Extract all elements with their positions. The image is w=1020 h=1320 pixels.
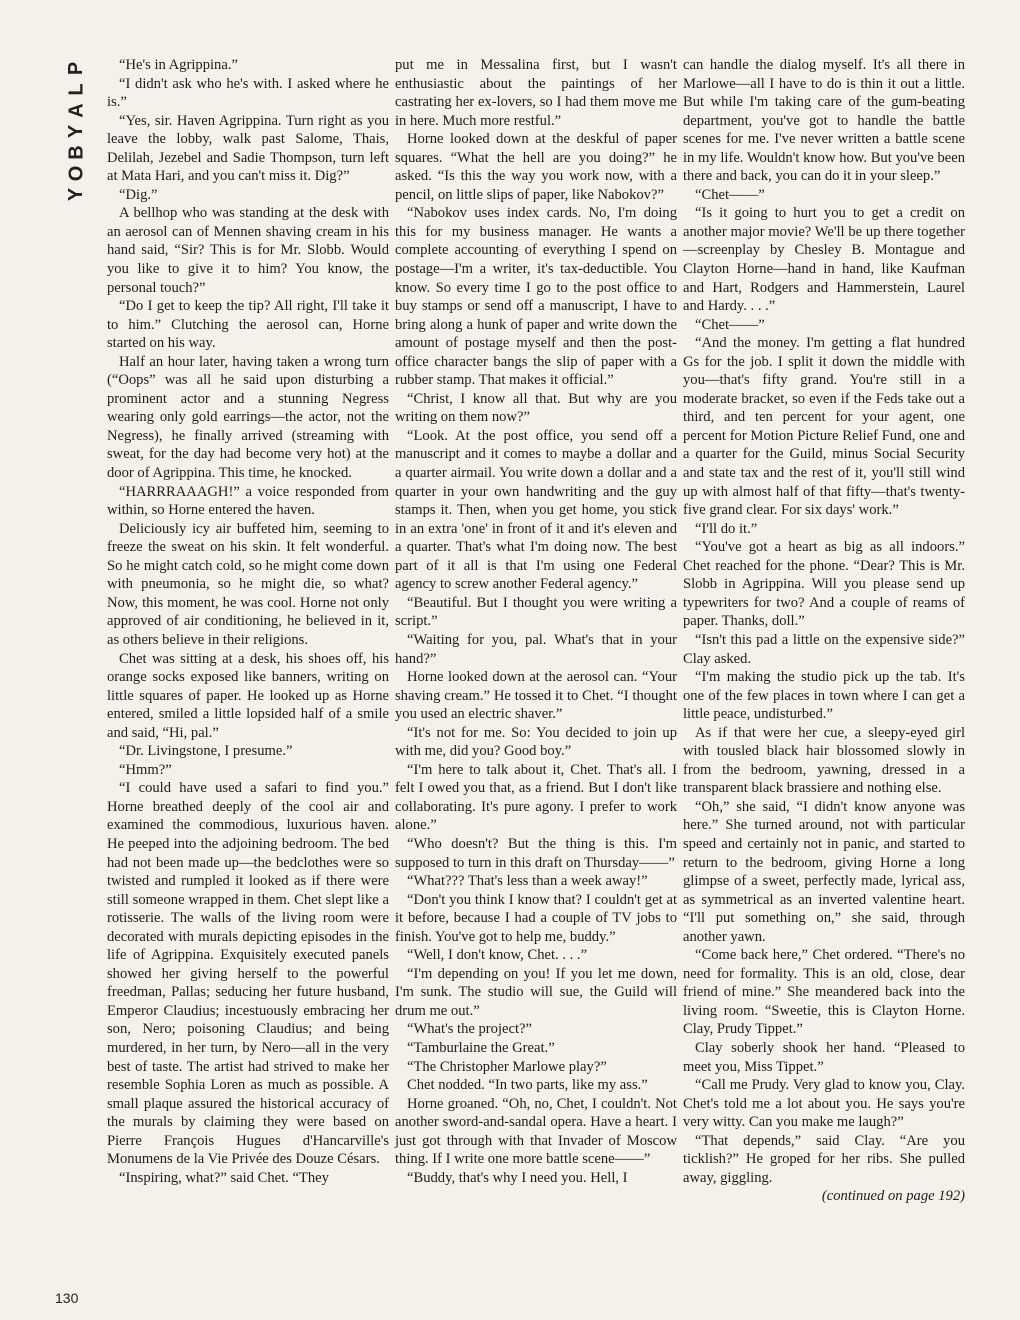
paragraph: can handle the dialog myself. It's all there in Marlowe—all I have to do is thin it out a little. But while I'm taking care of the gum-beating department, you've got to handle the battle scenes for me. I've never written a battle scene in my life. Wouldn't know how. But you've been there and back, you can do it in your sleep.” <box>683 57 965 185</box>
continued-note: (continued on page 192) <box>821 1188 965 1205</box>
paragraph: “And the money. I'm getting a flat hundred Gs for the job. I split it down the middle with you—that's fifty grand. You're still in a moderate bracket, so even if the Feds take out a third, and ten percent for your agent, one percent for Motion Picture Relief Fund, one and a quarter for the Guild, minus Social Security and state tax and the rest of it, you'll still wind up with almost half of that fifty—that's twenty-five grand clear. For six days' work.” <box>683 335 965 519</box>
paragraph: “I'm making the studio pick up the tab. It's one of the few places in town where I can get a little peace, undisturbed.” <box>683 669 965 723</box>
paragraph: Deliciously icy air buffeted him, seeming to freeze the sweat on his skin. It felt wonderful. So he might catch cold, so he might come down with pneumonia, so he might die, so what? Now, this moment, he was cool. Horne not only approved of air conditioning, he believed in it, as others believe in their religions. <box>107 520 389 648</box>
paragraph: “Christ, I know all that. But why are you writing on them now?” <box>395 390 677 426</box>
paragraph: “Do I get to keep the tip? All right, I'll take it to him.” Clutching the aerosol can, Horne started on his way. <box>107 298 389 352</box>
paragraph: Clay soberly shook her hand. “Pleased to meet you, Miss Tippet.” <box>683 1039 965 1075</box>
paragraph: “Dig.” <box>119 186 158 203</box>
magazine-name-letter: B <box>65 145 88 160</box>
paragraph: “Nabokov uses index cards. No, I'm doing this for my business manager. He wants a complete accounting of everything I spend on postage—I'm a writer, it's tax-deductible. You know. So every time I go to the post office to buy stamps or send off a manuscript, I have to bring along a hunk of paper and write down the amount of postage myself and then the post-office character bangs the slip of paper with a rubber stamp. That makes it official.” <box>395 205 677 389</box>
paragraph: “I'll do it.” <box>695 520 758 537</box>
paragraph: “Is it going to hurt you to get a credit on another major movie? We'll be up there together—screenplay by Chesley B. Montague and Clayton Horne—hand in hand, like Kaufman and Hart, Rodgers and Hammerstein, Laurel and Hardy. . . .” <box>683 205 965 315</box>
paragraph: put me in Messalina first, but I wasn't enthusiastic about the paintings of her castrating her ex-lovers, so I had them move me in here. Much more restful.” <box>395 57 677 129</box>
paragraph: “Come back here,” Chet ordered. “There's no need for formality. This is an old, close, dear friend of mine.” She meandered back into the living room. “Sweetie, this is Clayton Horne. Clay, Prudy Tippet.” <box>683 947 965 1038</box>
page-number: 130 <box>55 1290 79 1306</box>
paragraph: “I'm depending on you! If you let me down, I'm sunk. The studio will sue, the Guild will drum me out.” <box>395 965 677 1019</box>
text-column-3 <box>683 56 965 1206</box>
paragraph: “Yes, sir. Haven Agrippina. Turn right as you leave the lobby, walk past Salome, Thais, Delilah, Jezebel and Sadie Thompson, turn left at Mata Hari, and you can't miss it. Dig?” <box>107 112 389 185</box>
paragraph: “He's in Agrippina.” <box>119 57 238 73</box>
paragraph: “The Christopher Marlowe play?” <box>407 1058 607 1075</box>
paragraph: “You've got a heart as big as all indoors.” Chet reached for the phone. “Dear? This is Mr. Slobb in Agrippina. Will you please send up typewriters for two? And a couple of reams of paper. Thanks, doll.” <box>683 539 965 630</box>
paragraph: Chet was sitting at a desk, his shoes off, his orange socks exposed like banners, writing on little squares of paper. He looked up as Horne entered, smiled a little lopsided half of a smile and said, “Hi, pal.” <box>107 650 389 741</box>
paragraph: “It's not for me. So: You decided to join up with me, did you? Good boy.” <box>395 724 677 760</box>
paragraph: A bellhop who was standing at the desk with an aerosol can of Mennen shaving cream in his hand said, “Sir? This is for Mr. Slobb. Would you like to give it to him? You know, the personal touch?” <box>107 205 389 296</box>
paragraph: “Don't you think I know that? I couldn't get at it before, because I had a couple of TV jobs to finish. You've got to help me, buddy.” <box>395 891 677 945</box>
text-column-2 <box>395 56 677 1187</box>
paragraph: “Tamburlaine the Great.” <box>407 1039 555 1056</box>
paragraph: “That depends,” said Clay. “Are you ticklish?” He groped for her ribs. She pulled away, giggling. <box>683 1132 965 1186</box>
paragraph: “Oh,” she said, “I didn't know anyone was here.” She turned around, not with particular speed and certainly not in panic, and started to return to the bedroom, giving Horne a long glimpse of a sweet, perfectly made, lyrical ass, as symmetrical as an inverted valentine heart. “I'll put something on,” she said, through another yawn. <box>683 798 965 945</box>
paragraph: “Call me Prudy. Very glad to know you, Clay. Chet's told me a lot about you. He says you're very witty. Can you make me laugh?” <box>683 1077 965 1131</box>
paragraph: “Hmm?” <box>119 761 172 778</box>
paragraph: “Waiting for you, pal. What's that in your hand?” <box>395 631 677 667</box>
paragraph: “Chet——” <box>695 316 765 333</box>
paragraph: Horne looked down at the aerosol can. “Your shaving cream.” He tossed it to Chet. “I thought you used an electric shaver.” <box>395 669 677 723</box>
magazine-name-letter: L <box>65 83 88 96</box>
paragraph: “Who doesn't? But the thing is this. I'm supposed to turn in this draft on Thursday——” <box>395 835 677 871</box>
paragraph: “What??? That's less than a week away!” <box>407 873 648 890</box>
paragraph: “Chet——” <box>695 186 765 203</box>
text-column-1 <box>107 56 389 1187</box>
paragraph: “I'm here to talk about it, Chet. That's all. I felt I owed you that, as a friend. But I don't like collaborating. It's pure agony. I prefer to work alone.” <box>395 761 677 834</box>
paragraph: “Look. At the post office, you send off a manuscript and it comes to maybe a dollar and a quarter airmail. You write down a dollar and a quarter in your own handwriting and the guy stamps it. Then, when you get home, you stick in an extra 'one' in front of it and it's eleven and a quarter. That's what I'm doing now. The best part of it all is that I'm using one Federal agency to screw another Federal agency.” <box>395 427 677 593</box>
paragraph: “I could have used a safari to find you.” Horne breathed deeply of the cool air and examined the commodious, luxurious haven. He peeped into the adjoining bedroom. The bed had not been made up—the bedclothes were so twisted and rumpled it looked as if there were still someone wrapped in them. Chet slept like a rotisserie. The walls of the living room were decorated with murals depicting episodes in the life of Agrippina. Exquisitely executed panels showed her giving herself to the powerful freedman, Pallas; seducing her future husband, Emperor Claudius; incestuously embracing her son, Nero; poisoning Claudius; and being murdered, in her turn, by Nero—all in the very best of taste. The artist had strived to make her resemble Sophia Loren as much as possible. A small plaque assured the historical accuracy of the murals by claiming they were based on Pierre François Hugues d'Hancarville's Monumens de la Vie Privée des Douze Césars. <box>107 780 389 1168</box>
paragraph: “Buddy, that's why I need you. Hell, I <box>407 1169 628 1186</box>
paragraph: Chet nodded. “In two parts, like my ass.” <box>407 1077 648 1094</box>
paragraph: Horne groaned. “Oh, no, Chet, I couldn't. Not another sword-and-sandal opera. Have a heart. I just got through with that Invader of Moscow thing. If I write one more battle scene——” <box>395 1095 677 1168</box>
paragraph: “Well, I don't know, Chet. . . .” <box>407 947 588 964</box>
paragraph: “I didn't ask who he's with. I asked where he is.” <box>107 75 389 111</box>
paragraph: “HARRRAAAGH!” a voice responded from within, so Horne entered the haven. <box>107 483 389 519</box>
paragraph: “Isn't this pad a little on the expensive side?” Clay asked. <box>683 631 965 667</box>
magazine-name-vertical <box>60 58 96 205</box>
magazine-name-letter: Y <box>65 124 88 139</box>
paragraph: As if that were her cue, a sleepy-eyed girl with tousled black hair blossomed slowly in from the bedroom, yawning, dressed in a transparent black brassiere and nothing else. <box>683 724 965 797</box>
magazine-name-letter: O <box>65 165 88 182</box>
paragraph: “What's the project?” <box>407 1021 532 1038</box>
paragraph: “Dr. Livingstone, I presume.” <box>119 743 293 760</box>
paragraph: “Inspiring, what?” said Chet. “They <box>119 1169 329 1186</box>
paragraph: “Beautiful. But I thought you were writing a script.” <box>395 594 677 630</box>
magazine-name-letter: P <box>65 61 88 76</box>
magazine-name-letter: A <box>65 103 88 118</box>
magazine-name-letter: Y <box>65 187 88 202</box>
paragraph: Half an hour later, having taken a wrong turn (“Oops” was all he said upon disturbing a prominent actor and a stunning Negress wearing only gold earrings—the actor, not the Negress), he finally arrived (streaming with sweat, for the day had become very hot) at the door of Agrippina. This time, he knocked. <box>107 353 389 482</box>
paragraph: Horne looked down at the deskful of paper squares. “What the hell are you doing?” he asked. “Is this the way you work now, with a pencil, on little slips of paper, like Nabokov?” <box>395 131 677 203</box>
